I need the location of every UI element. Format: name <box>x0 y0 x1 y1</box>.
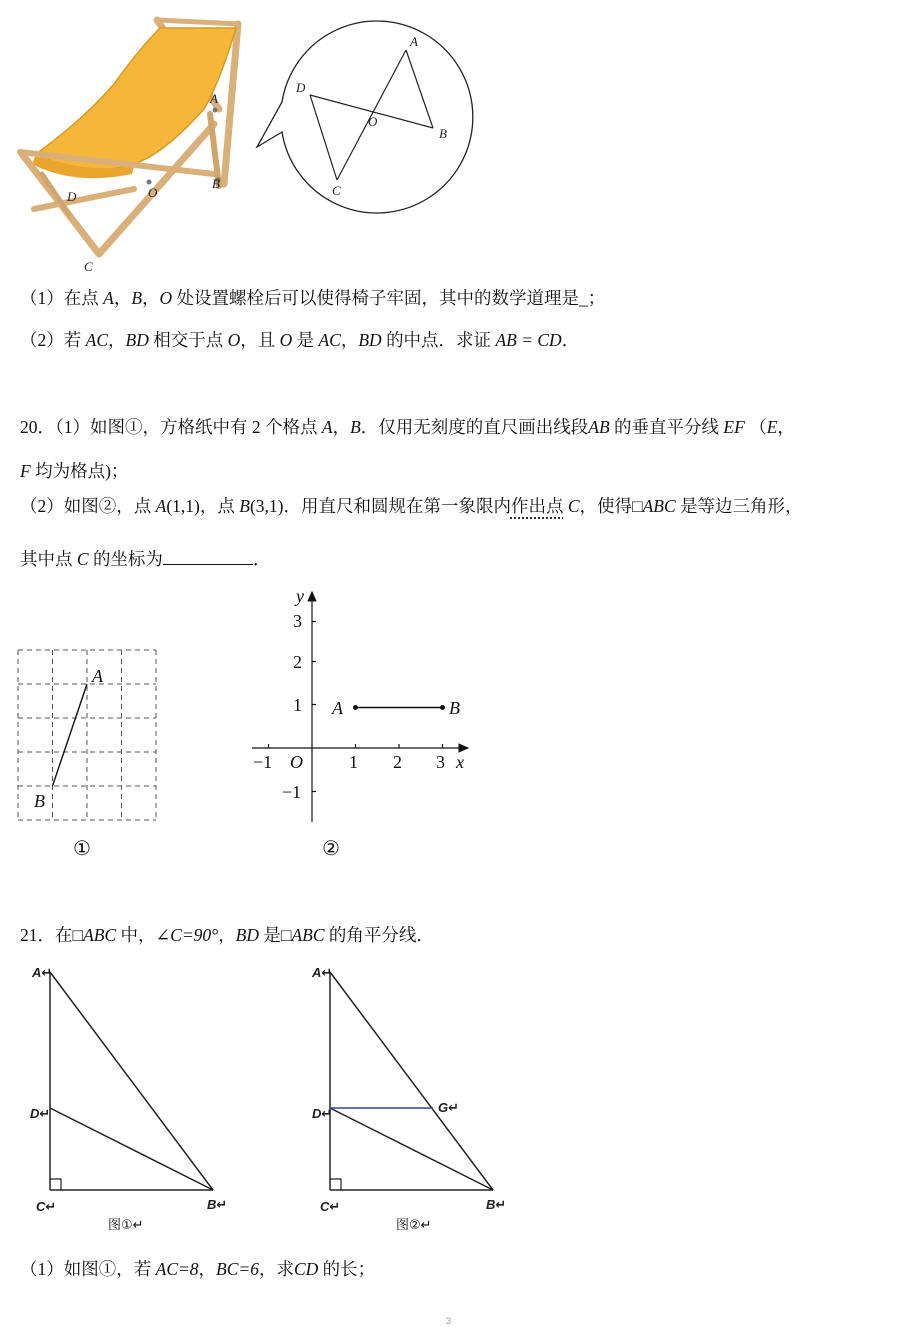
q19-answer-blank[interactable]: _ <box>579 288 588 308</box>
y-tick-label: 1 <box>293 695 302 715</box>
segment-dc <box>310 95 337 180</box>
x-tick-label: 3 <box>436 752 445 772</box>
emphasized-text: 作出点 <box>510 496 564 516</box>
x-axis-label: x <box>456 752 464 772</box>
q19-part2: （2）若 AC，BD 相交于点 O，且 O 是 AC，BD 的中点．求证 AB = CD． <box>20 330 580 350</box>
diagram-label-b: B <box>439 126 447 141</box>
diagram-label-d: D <box>296 80 306 95</box>
y-tick-label: 3 <box>293 611 302 631</box>
x-tick-label: −1 <box>253 752 273 772</box>
point-b <box>440 705 445 710</box>
q20-coordinate-blank[interactable] <box>163 546 253 565</box>
photo-label-c: C <box>84 259 93 274</box>
page-number: 3 <box>446 1316 452 1326</box>
fig1-label-b: B↵ <box>207 1197 228 1212</box>
segment-ab <box>53 684 88 786</box>
fig1-label-d: D↵ <box>30 1106 51 1121</box>
photo-label-o: O <box>148 185 158 200</box>
point-a <box>353 705 358 710</box>
q19-part1: （1）在点 A，B，O 处设置螺栓后可以使得椅子牢固，其中的数学道理是_； <box>20 288 606 308</box>
beach-chair-photo <box>14 14 264 276</box>
y-tick-label: −1 <box>282 782 302 802</box>
photo-label-d: D <box>67 189 77 204</box>
fig2-label-b: B↵ <box>486 1197 507 1212</box>
figure2-caption: ② <box>322 838 340 860</box>
q20-coordinate-figure <box>240 582 480 872</box>
segment-ab <box>406 50 433 128</box>
diagram-label-o: O <box>368 114 378 129</box>
x-tick-label: 1 <box>349 752 358 772</box>
fig2-label-d: D↵ <box>312 1106 333 1121</box>
q20-line3: （2）如图②，点 A(1,1)，点 B(3,1)．用直尺和圆规在第一象限内作出点 C，使得□ABC 是等边三角形， <box>20 496 803 516</box>
q20-line4: 其中点 C 的坐标为 ． <box>20 546 270 571</box>
diagram-label-c: C <box>332 183 341 198</box>
fig2-label-c: C↵ <box>320 1199 341 1214</box>
speech-bubble <box>257 21 473 213</box>
diagram-label-a: A <box>410 34 418 49</box>
q20-grid-figure <box>10 640 170 870</box>
chair-geometry-diagram <box>252 14 474 218</box>
origin-label: O <box>290 752 303 772</box>
q20-line1: 20．（1）如图①，方格纸中有 2 个格点 A，B．仅用无刻度的直尺画出线段AB 的垂直平分线 EF （E， <box>20 417 795 437</box>
q21-heading: 21．在□ABC 中，∠C=90°，BD 是□ABC 的角平分线． <box>20 925 434 945</box>
q21-figure-2 <box>310 960 530 1240</box>
fig2-label-a: A↵ <box>312 965 333 980</box>
y-axis-label: y <box>296 586 304 606</box>
photo-label-a: A <box>210 91 218 106</box>
x-tick-label: 2 <box>393 752 402 772</box>
photo-label-b: B <box>212 176 220 191</box>
point-a-label: A <box>332 698 343 718</box>
q20-line2: F 均为格点)； <box>20 461 129 481</box>
q21-figure-1 <box>30 960 250 1240</box>
y-tick-label: 2 <box>293 652 302 672</box>
fig2-label-g: G↵ <box>438 1100 460 1115</box>
fig1-label-a: A↵ <box>32 965 53 980</box>
point-b-label: B <box>449 698 460 718</box>
figure1-caption: ① <box>73 838 91 860</box>
q21-part1: （1）如图①，若 AC=8，BC=6，求CD 的长； <box>20 1259 376 1279</box>
grid-label-b: B <box>34 791 45 811</box>
fig1-caption: 图①↵ <box>108 1217 144 1232</box>
fig2-caption: 图②↵ <box>396 1217 432 1232</box>
grid-label-a: A <box>92 666 103 686</box>
fig1-label-c: C↵ <box>36 1199 57 1214</box>
